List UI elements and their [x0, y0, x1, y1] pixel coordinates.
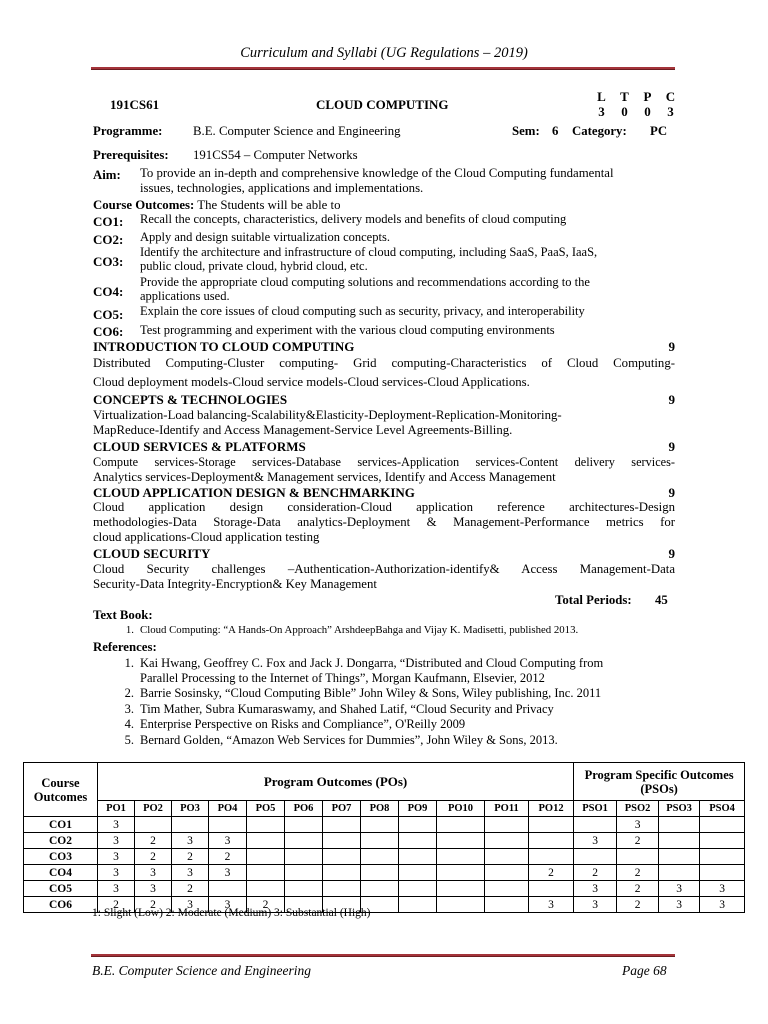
co5-label: CO5:	[93, 307, 124, 322]
mapping-cell	[485, 817, 529, 833]
unit-2-hours: 9	[668, 392, 675, 407]
mapping-cell: 3	[98, 817, 135, 833]
mapping-cell	[399, 865, 437, 881]
co5-text: Explain the core issues of cloud computing such as security, privacy, and interoperability	[140, 304, 585, 318]
co4-label: CO4:	[93, 284, 124, 299]
mapping-cell	[659, 817, 700, 833]
unit-5-hours: 9	[668, 546, 675, 561]
prerequisites-value: 191CS54 – Computer Networks	[193, 148, 358, 162]
unit-4-line-3: cloud applications-Cloud application testing	[93, 530, 320, 544]
mapping-cell	[209, 817, 247, 833]
unit-1-line-1: Distributed Computing-Cluster computing- Grid computing-Characteristics of Cloud Computing-	[93, 356, 675, 370]
mapping-cell	[135, 817, 172, 833]
column-header-po6: PO6	[285, 801, 323, 817]
category-value: PC	[650, 124, 668, 138]
row-label-co6: CO6	[24, 897, 98, 913]
mapping-cell	[437, 865, 485, 881]
mapping-cell	[700, 817, 745, 833]
column-header-po7: PO7	[323, 801, 361, 817]
mapping-cell: 2	[617, 881, 659, 897]
unit-1-hours: 9	[668, 339, 675, 354]
aim-line-1: To provide an in-depth and comprehensive knowledge of the Cloud Computing fundamental	[140, 166, 614, 180]
co2-label: CO2:	[93, 232, 124, 247]
mapping-cell	[247, 817, 285, 833]
mapping-cell	[323, 833, 361, 849]
page-header-title: Curriculum and Syllabi (UG Regulations – 2019)	[240, 45, 528, 61]
unit-4-line-1: Cloud application design consideration-Cloud application reference architectures-Design	[93, 500, 675, 514]
reference-item-4: 4. Enterprise Perspective on Risks and Compliance”, O'Reilly 2009	[124, 717, 466, 731]
unit-4-hours: 9	[668, 485, 675, 500]
row-label-co5: CO5	[24, 881, 98, 897]
mapping-cell	[485, 833, 529, 849]
mapping-cell: 2	[172, 849, 209, 865]
mapping-cell: 3	[209, 833, 247, 849]
unit-4-title: CLOUD APPLICATION DESIGN & BENCHMARKING 9	[93, 485, 675, 500]
mapping-cell: 2	[529, 865, 574, 881]
row-label-co4: CO4	[24, 865, 98, 881]
mapping-cell	[361, 881, 399, 897]
mapping-cell: 3	[172, 897, 209, 913]
mapping-cell	[285, 849, 323, 865]
mapping-cell	[361, 817, 399, 833]
textbook-item-1: 1. Cloud Computing: “A Hands-On Approach” ArshdeepBahga and Vijay K. Madisetti, published 2013.	[125, 624, 579, 636]
unit-2-title: CONCEPTS & TECHNOLOGIES 9	[93, 392, 675, 407]
mapping-cell: 2	[135, 849, 172, 865]
mapping-cell: 2	[135, 833, 172, 849]
mapping-cell: 3	[98, 833, 135, 849]
mapping-cell	[399, 897, 437, 913]
mapping-cell: 3	[574, 897, 617, 913]
mapping-cell	[361, 865, 399, 881]
mapping-cell	[361, 833, 399, 849]
unit-3-line-2: Analytics services-Deployment& Management services, Identify and Access Management	[93, 470, 556, 484]
column-header-po9: PO9	[399, 801, 437, 817]
sem-value: 6	[552, 124, 559, 138]
mapping-cell	[659, 833, 700, 849]
co6-label: CO6:	[93, 324, 124, 339]
column-header-po8: PO8	[361, 801, 399, 817]
unit-5-line-2: Security-Data Integrity-Encryption& Key Management	[93, 577, 377, 591]
co1-label: CO1:	[93, 214, 124, 229]
unit-1-line-2: Cloud deployment models-Cloud service models-Cloud services-Cloud Applications.	[93, 375, 530, 389]
column-header-po3: PO3	[172, 801, 209, 817]
co6-text: Test programming and experiment with the various cloud computing environments	[140, 323, 555, 337]
co4-text-line-2: applications used.	[140, 289, 230, 303]
programme-value: B.E. Computer Science and Engineering	[193, 124, 401, 138]
mapping-cell	[285, 881, 323, 897]
pso-header: Program Specific Outcomes (PSOs)	[574, 763, 745, 801]
mapping-cell	[323, 881, 361, 897]
course-code: 191CS61	[110, 97, 160, 112]
mapping-cell	[323, 865, 361, 881]
category-label: Category:	[572, 124, 627, 138]
column-header-pso1: PSO1	[574, 801, 617, 817]
total-periods-value: 45	[655, 593, 668, 607]
mapping-cell	[361, 849, 399, 865]
course-name: CLOUD COMPUTING	[316, 97, 449, 112]
footer-programme: B.E. Computer Science and Engineering	[92, 963, 311, 978]
mapping-cell: 2	[172, 881, 209, 897]
footer-rule	[91, 954, 675, 957]
mapping-cell	[399, 881, 437, 897]
column-header-po12: PO12	[529, 801, 574, 817]
reference-item-1: 1. Kai Hwang, Geoffrey C. Fox and Jack J. Dongarra, “Distributed and Cloud Computing from	[124, 656, 604, 670]
column-header-pso4: PSO4	[700, 801, 745, 817]
column-header-po5: PO5	[247, 801, 285, 817]
column-header-pso2: PSO2	[617, 801, 659, 817]
mapping-cell	[437, 817, 485, 833]
co3-text-line-2: public cloud, private cloud, hybrid cloud, etc.	[140, 259, 368, 273]
table-row	[24, 849, 745, 865]
mapping-cell	[437, 849, 485, 865]
co3-text-line-1: Identify the architecture and infrastructure of cloud computing, including SaaS, PaaS, IaaS,	[140, 245, 598, 259]
mapping-cell: 3	[574, 833, 617, 849]
mapping-cell	[659, 849, 700, 865]
mapping-cell	[247, 865, 285, 881]
mapping-cell	[574, 817, 617, 833]
column-header-po1: PO1	[98, 801, 135, 817]
column-header-po2: PO2	[135, 801, 172, 817]
table-row	[24, 865, 745, 881]
table-row	[24, 833, 745, 849]
co-po-mapping-table	[23, 762, 745, 913]
ltpc-values: 3 0 0 3	[598, 104, 674, 119]
mapping-cell	[485, 849, 529, 865]
mapping-cell	[529, 849, 574, 865]
mapping-cell: 3	[209, 865, 247, 881]
mapping-cell: 3	[700, 897, 745, 913]
mapping-cell: 3	[659, 881, 700, 897]
mapping-cell	[172, 817, 209, 833]
mapping-cell	[700, 833, 745, 849]
table-row	[24, 881, 745, 897]
row-label-co3: CO3	[24, 849, 98, 865]
aim-label: Aim:	[93, 168, 121, 182]
column-header-row	[24, 801, 745, 817]
program-outcomes-header: Program Outcomes (POs)	[98, 763, 574, 801]
mapping-legend: 1: Slight (Low) 2: Moderate (Medium) 3: Substantial (High)	[92, 907, 371, 919]
course-outcomes-heading: Course Outcomes: The Students will be able to	[93, 198, 341, 212]
mapping-cell	[323, 849, 361, 865]
mapping-cell	[529, 833, 574, 849]
sem-label: Sem:	[512, 124, 540, 138]
mapping-cell	[209, 881, 247, 897]
course-outcomes-header: Course Outcomes	[24, 763, 98, 817]
total-periods-label: Total Periods:	[555, 593, 632, 607]
footer-page-number: Page 68	[622, 963, 667, 978]
mapping-cell	[485, 881, 529, 897]
unit-3-hours: 9	[668, 439, 675, 454]
mapping-cell: 3	[659, 897, 700, 913]
mapping-cell: 2	[247, 897, 285, 913]
mapping-cell	[437, 881, 485, 897]
mapping-cell: 3	[98, 881, 135, 897]
references-heading: References:	[93, 640, 157, 654]
mapping-cell	[574, 849, 617, 865]
mapping-cell	[399, 849, 437, 865]
mapping-cell	[285, 865, 323, 881]
mapping-cell	[323, 817, 361, 833]
mapping-cell	[700, 849, 745, 865]
mapping-cell: 3	[98, 865, 135, 881]
mapping-cell	[659, 865, 700, 881]
header-rule	[91, 67, 675, 70]
mapping-cell	[485, 897, 529, 913]
ltpc-labels: L T P C	[597, 89, 676, 104]
mapping-cell: 2	[617, 897, 659, 913]
aim-line-2: issues, technologies, applications and implementations.	[140, 181, 424, 195]
co1-text: Recall the concepts, characteristics, delivery models and benefits of cloud computing	[140, 212, 567, 226]
reference-item-2: 2. Barrie Sosinsky, “Cloud Computing Bible” John Wiley & Sons, Wiley publishing, Inc. 2011	[124, 686, 602, 700]
mapping-cell	[247, 849, 285, 865]
unit-1-title: INTRODUCTION TO CLOUD COMPUTING 9	[93, 339, 675, 354]
mapping-cell: 2	[135, 897, 172, 913]
mapping-cell	[399, 833, 437, 849]
reference-item-3: 3. Tim Mather, Subra Kumaraswamy, and Shahed Latif, “Cloud Security and Privacy	[124, 702, 554, 716]
mapping-cell	[617, 849, 659, 865]
unit-3-line-1: Compute services-Storage services-Database services-Application services-Content delivery services-	[93, 455, 675, 469]
mapping-body	[24, 817, 745, 913]
unit-2-line-2: MapReduce-Identify and Access Management-Service Level Agreements-Billing.	[93, 423, 513, 437]
mapping-cell: 2	[209, 849, 247, 865]
unit-5-title: CLOUD SECURITY 9	[93, 546, 675, 561]
unit-2-line-1: Virtualization-Load balancing-Scalability&Elasticity-Deployment-Replication-Monitoring-	[93, 408, 562, 422]
mapping-cell	[485, 865, 529, 881]
mapping-cell: 3	[700, 881, 745, 897]
mapping-cell	[437, 897, 485, 913]
mapping-cell	[399, 817, 437, 833]
programme-label: Programme:	[93, 124, 163, 138]
mapping-cell	[529, 881, 574, 897]
mapping-cell: 3	[574, 881, 617, 897]
mapping-cell	[247, 833, 285, 849]
unit-4-line-2: methodologies-Data Storage-Data analytics-Deployment & Management-Performance metrics for	[93, 515, 675, 529]
prerequisites-label: Prerequisites:	[93, 148, 169, 162]
row-label-co2: CO2	[24, 833, 98, 849]
mapping-cell: 2	[617, 865, 659, 881]
mapping-cell: 3	[135, 865, 172, 881]
mapping-cell: 2	[574, 865, 617, 881]
mapping-cell	[437, 833, 485, 849]
co3-label: CO3:	[93, 254, 124, 269]
mapping-cell: 3	[617, 817, 659, 833]
mapping-cell: 3	[135, 881, 172, 897]
mapping-cell: 3	[209, 897, 247, 913]
unit-5-line-1: Cloud Security challenges –Authentication-Authorization-identify& Access Management-Data	[93, 562, 675, 576]
mapping-cell: 2	[98, 897, 135, 913]
textbook-heading: Text Book:	[93, 608, 153, 622]
mapping-cell: 2	[617, 833, 659, 849]
table-row	[24, 817, 745, 833]
mapping-cell	[700, 865, 745, 881]
mapping-cell: 3	[98, 849, 135, 865]
reference-item-1-cont: Parallel Processing to the Internet of Things”, Morgan Kaufmann, Elsevier, 2012	[140, 671, 545, 685]
co2-text: Apply and design suitable virtualization concepts.	[140, 230, 390, 244]
unit-3-title: CLOUD SERVICES & PLATFORMS 9	[93, 439, 675, 454]
co4-text-line-1: Provide the appropriate cloud computing solutions and recommendations according to the	[140, 275, 590, 289]
mapping-cell	[529, 817, 574, 833]
mapping-cell	[247, 881, 285, 897]
mapping-cell	[285, 817, 323, 833]
row-label-co1: CO1	[24, 817, 98, 833]
column-header-po4: PO4	[209, 801, 247, 817]
mapping-cell	[285, 833, 323, 849]
column-header-po11: PO11	[485, 801, 529, 817]
column-header-po10: PO10	[437, 801, 485, 817]
mapping-cell: 3	[529, 897, 574, 913]
column-header-pso3: PSO3	[659, 801, 700, 817]
mapping-cell: 3	[172, 865, 209, 881]
mapping-cell: 3	[172, 833, 209, 849]
reference-item-5: 5. Bernard Golden, “Amazon Web Services for Dummies”, John Wiley & Sons, 2013.	[124, 733, 558, 747]
